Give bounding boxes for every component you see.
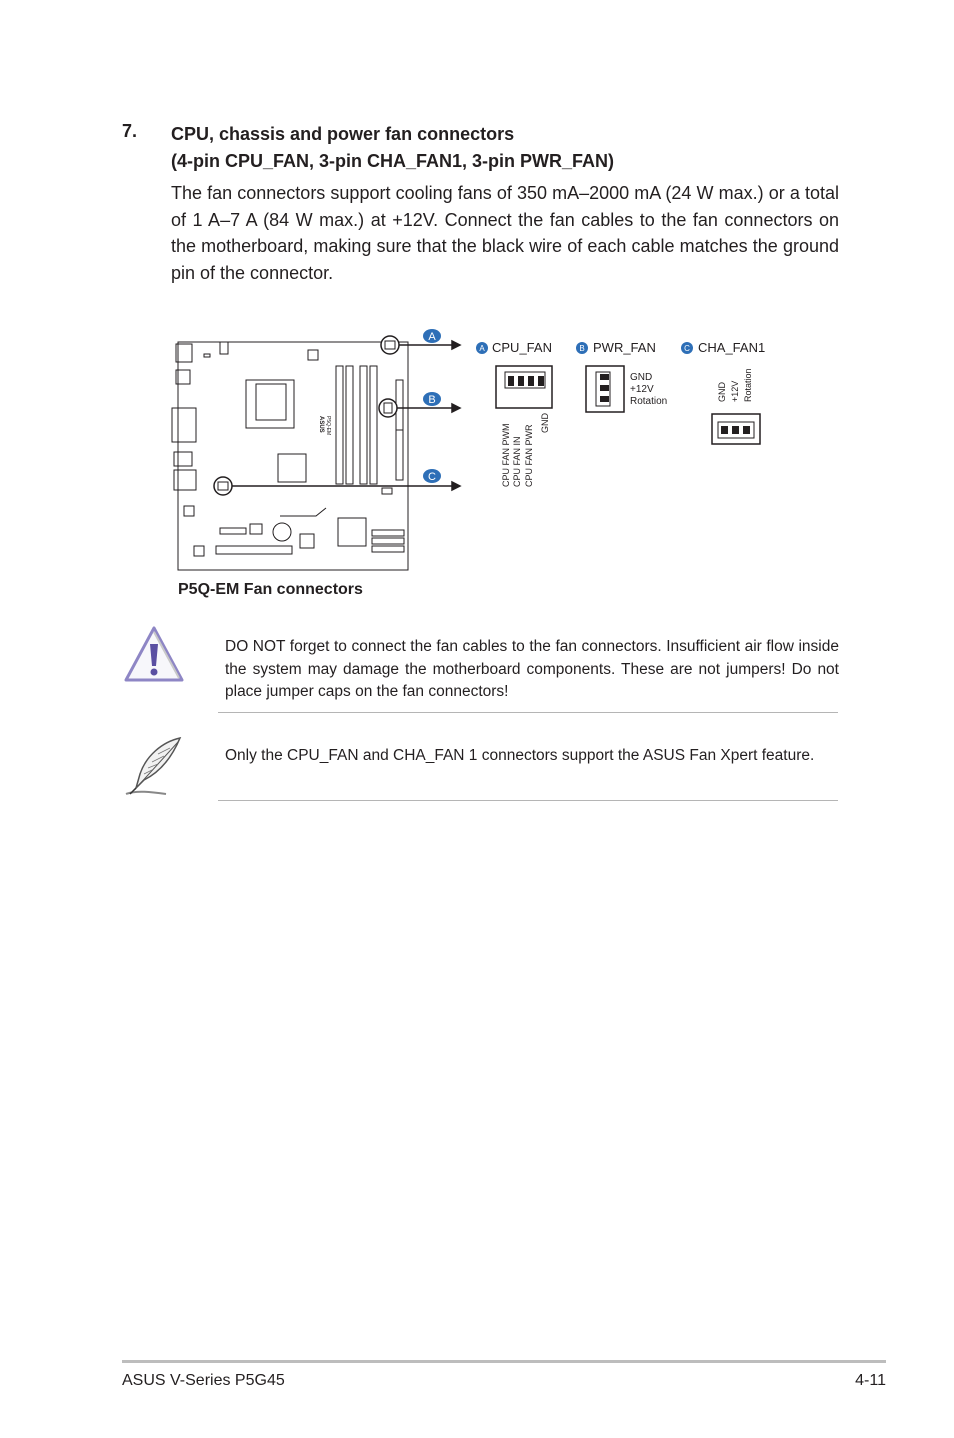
- cha-fan1-pin-1: GND: [717, 382, 727, 402]
- cha-fan1-connector: [712, 414, 760, 444]
- info-divider: [218, 800, 838, 801]
- pwr-fan-pin-2: +12V: [630, 384, 654, 395]
- diagram-caption: P5Q-EM Fan connectors: [178, 581, 363, 598]
- fan-connectors-diagram: [120, 320, 800, 610]
- cpu-fan-connector: [496, 366, 552, 408]
- marker-c: [423, 469, 441, 483]
- svg-text:CHA_FAN1: CHA_FAN1: [698, 340, 766, 355]
- svg-text:C: C: [684, 344, 690, 353]
- cpu-fan-location: [381, 336, 399, 354]
- cpu-fan-label: [476, 340, 552, 355]
- pwr-fan-pin-1: GND: [630, 372, 653, 383]
- warning-triangle-icon: [122, 624, 186, 686]
- info-note-text: Only the CPU_FAN and CHA_FAN 1 connectors support the ASUS Fan Xpert feature.: [225, 747, 815, 764]
- cha-fan1-location: [214, 477, 232, 495]
- cha-fan1-pin-3: Rotation: [743, 368, 753, 402]
- svg-text:A: A: [479, 344, 485, 353]
- svg-text:C: C: [428, 471, 436, 483]
- pwr-fan-label: [576, 340, 656, 355]
- cpu-fan-pin-2: CPU FAN IN: [512, 436, 522, 487]
- marker-b: [423, 392, 441, 406]
- cpu-fan-pin-4: GND: [540, 413, 550, 433]
- feather-pen-icon: [122, 734, 186, 800]
- section-number: 7.: [122, 121, 138, 141]
- section-paragraph: The fan connectors support cooling fans of 350 mA–2000 mA (24 W max.) or a total of 1 A–7 A (84 W max.) at +12V. Connect the fan cables to the fan connectors on the motherboard, making sure that the black wire of each cable matches the ground pin of the connector.: [171, 183, 839, 283]
- pwr-fan-connector: [586, 366, 624, 412]
- cha-fan1-label: [681, 340, 765, 355]
- svg-text:PWR_FAN: PWR_FAN: [593, 340, 656, 355]
- marker-a: [423, 329, 441, 343]
- warning-note-text: DO NOT forget to connect the fan cables to the fan connectors. Insufficient air flow inside the system may damage the motherboard components. These are not jumpers! Do not place jumper caps on the fan connectors!: [225, 638, 839, 700]
- footer-rule: [122, 1360, 886, 1363]
- footer-title: ASUS V-Series P5G45: [122, 1372, 285, 1389]
- pwr-fan-pin-3: Rotation: [630, 396, 668, 407]
- page-number: 4-11: [855, 1372, 886, 1389]
- svg-text:A: A: [428, 331, 436, 343]
- pwr-fan-location: [379, 399, 397, 417]
- warning-divider: [218, 712, 838, 713]
- cpu-fan-pin-1: CPU FAN PWM: [501, 423, 511, 487]
- cpu-fan-pin-3: CPU FAN PWR: [524, 424, 534, 487]
- board-model: P5Q-EM: [325, 416, 331, 436]
- svg-text:B: B: [428, 394, 436, 406]
- section-title-line1: CPU, chassis and power fan connectors: [171, 124, 515, 144]
- cha-fan1-pin-2: +12V: [730, 380, 740, 402]
- svg-text:B: B: [579, 344, 585, 353]
- section-title-line2: (4-pin CPU_FAN, 3-pin CHA_FAN1, 3-pin PWR_FAN): [171, 151, 615, 171]
- section-title: [171, 121, 614, 175]
- motherboard-outline: [172, 342, 408, 570]
- svg-text:CPU_FAN: CPU_FAN: [492, 340, 552, 355]
- board-brand: ASUS: [318, 416, 324, 433]
